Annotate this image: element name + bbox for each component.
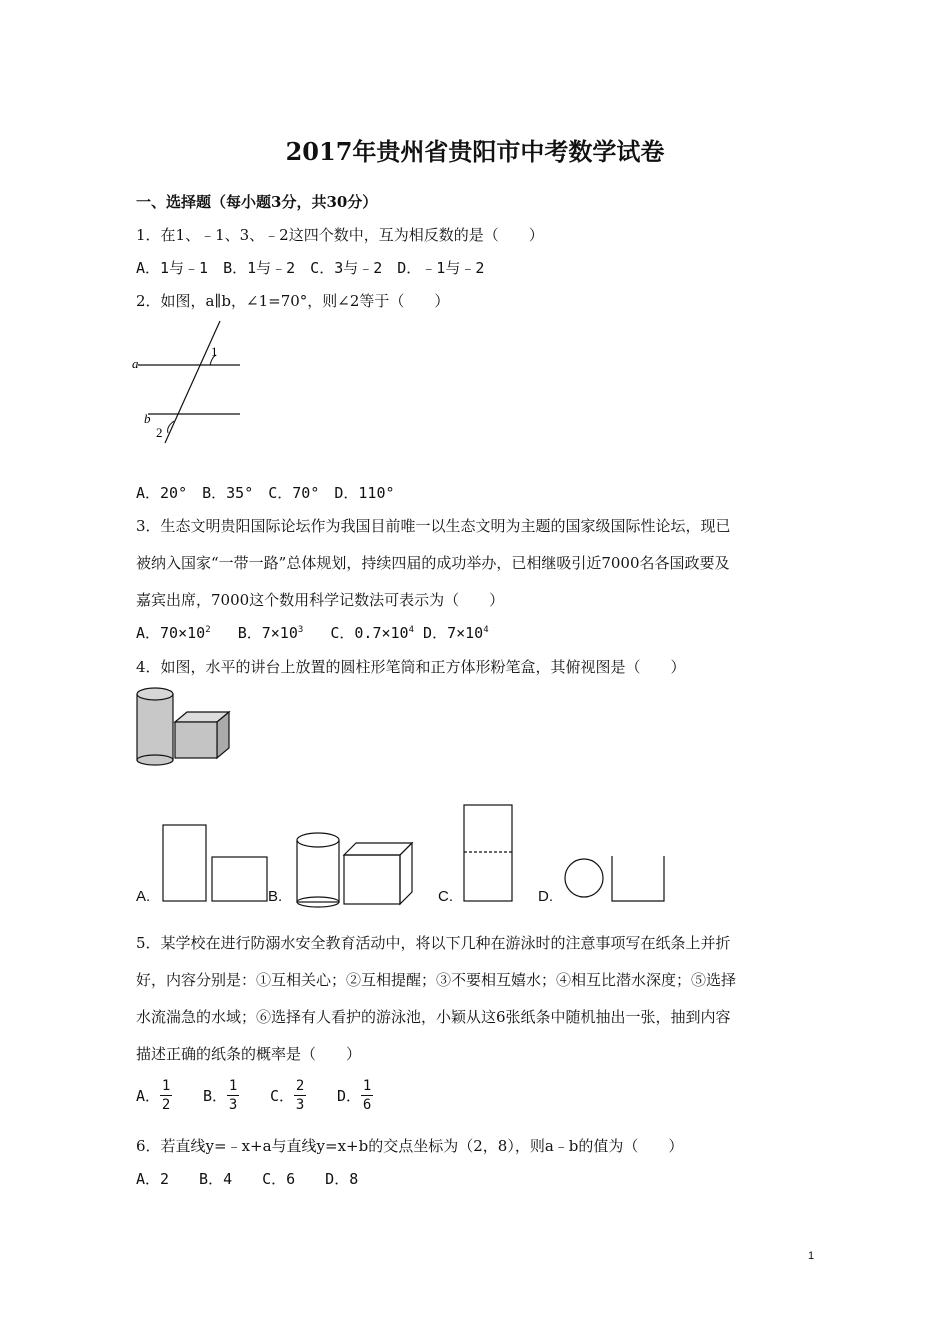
angle-1-label: 1 — [211, 344, 218, 359]
option-a-label: A. — [136, 888, 151, 905]
question-3-option-a: A．$70\times 10^2$ — [136, 624, 211, 642]
question-3-option-d: D．$7\times 10^4$ — [423, 624, 489, 642]
angle-2-label: 2 — [156, 425, 163, 440]
question-6-options: A．2 B．4 C．6 D．8 — [136, 1170, 359, 1188]
option-a-figure — [160, 822, 270, 904]
question-5-line-3: 水流湍急的水域；⑥选择有人看护的游泳池，小颖从这6张纸条中随机抽出一张，抽到内容 — [136, 1008, 731, 1026]
page-number: 1 — [808, 1250, 815, 1262]
question-1-options: A．1与﹣1 B．1与﹣2 C．3与﹣2 D．﹣1与﹣2 — [136, 259, 485, 277]
question-3-option-b: B．$7\times 10^3$ — [237, 624, 304, 642]
question-5-line-2: 好，内容分别是：①互相关心；②互相提醒；③不要相互嬉水；④相互比潜水深度；⑤选择 — [136, 971, 737, 989]
question-2-options: A．20° B．35° C．70° D．110° — [136, 484, 395, 502]
option-d-label: D. — [538, 888, 553, 905]
page-title: 2017年贵州省贵阳市中考数学试卷 — [285, 137, 665, 166]
option-b-label: B. — [268, 888, 283, 905]
question-6-stem: 6．若直线y=﹣x+a与直线y=x+b的交点坐标为（2，8），则a﹣b的值为（ ） — [136, 1137, 684, 1155]
section-heading: 一、选择题（每小题3分，共30分） — [136, 193, 378, 211]
line-a-label: a — [132, 356, 139, 371]
parallel-lines-figure — [130, 315, 250, 445]
cylinder-and-cube-figure — [134, 686, 234, 766]
question-3-line-3: 嘉宾出席，7000这个数用科学记数法可表示为（ ） — [136, 591, 505, 609]
question-3-options — [136, 622, 489, 643]
question-2-stem: 2．如图，a∥b，∠1=70°，则∠2等于（ ） — [136, 292, 450, 310]
question-3-line-1: 3．生态文明贵阳国际论坛作为我国目前唯一以生态文明为主题的国家级国际性论坛，现已 — [136, 517, 731, 535]
question-3-option-c: C．$0.7\times 10^4$ — [330, 624, 415, 642]
question-5-option-d: D． $\frac{1}{6}$ — [337, 1078, 372, 1113]
question-5-option-c: C． $\frac{2}{3}$ — [270, 1078, 305, 1113]
question-5-line-4: 描述正确的纸条的概率是（ ） — [136, 1045, 362, 1063]
question-3-line-2: 被纳入国家“一带一路”总体规划，持续四届的成功举办，已相继吸引近7000名各国政要及 — [136, 554, 730, 572]
option-c-label: C. — [438, 888, 453, 905]
question-1-stem: 1．在1、﹣1、3、﹣2这四个数中，互为相反数的是（ ） — [136, 226, 544, 244]
option-b-figure — [294, 830, 414, 908]
option-d-figure — [562, 854, 672, 904]
option-c-figure — [461, 802, 517, 904]
question-4-stem: 4．如图，水平的讲台上放置的圆柱形笔筒和正方体形粉笔盒，其俯视图是（ ） — [136, 658, 686, 676]
question-5-option-a: A． $\frac{1}{2}$ — [136, 1078, 171, 1113]
question-5-option-b: B． $\frac{1}{3}$ — [203, 1078, 238, 1113]
line-b-label: b — [144, 411, 151, 426]
question-5-line-1: 5．某学校在进行防溺水安全教育活动中，将以下几种在游泳时的注意事项写在纸条上并折 — [136, 934, 731, 952]
question-5-options — [136, 1078, 404, 1113]
